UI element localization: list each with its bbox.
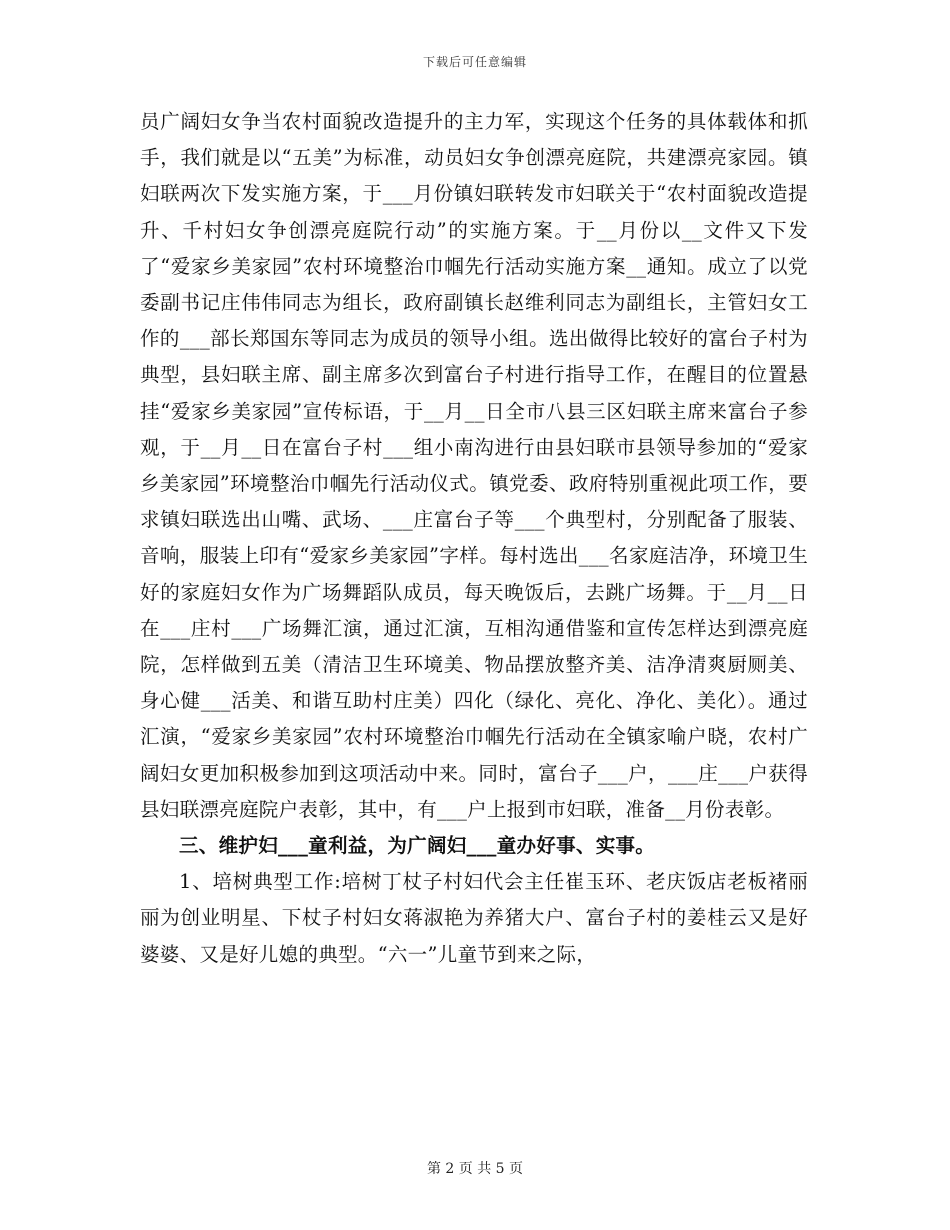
body-paragraph-1: 员广阔妇女争当农村面貌改造提升的主力军，实现这个任务的具体载体和抓手，我们就是以“五美”为标准，动员妇女争创漂亮庭院，共建漂亮家园。镇妇联两次下发实施方案，于___月份镇妇联转发市妇联关于“农村面貌改造提升、千村妇女争创漂亮庭院行动”的实施方案。于__月份以__文件又下发了“爱家乡美家园”农村环境整治巾帼先行活动实施方案__通知。成立了以党委副书记庄伟伟同志为组长，政府副镇长赵维利同志为副组长，主管妇女工作的___部长郑国东等同志为成员的领导小组。选出做得比较好的富台子村为典型，县妇联主席、副主席多次到富台子村进行指导工作，在醒目的位置悬挂“爱家乡美家园”宣传标语，于__月__日全市八县三区妇联主席来富台子参观，于__月__日在富台子村___组小南沟进行由县妇联市县领导参加的“爱家乡美家园”环境整治巾帼先行活动仪式。镇党委、政府特别重视此项工作，要求镇妇联选出山嘴、武场、___庄富台子等___个典型村，分别配备了服装、音响，服装上印有“爱家乡美家园”字样。每村选出___名家庭洁净，环境卫生好的家庭妇女作为广场舞蹈队成员，每天晚饭后，去跳广场舞。于__月__日在___庄村___广场舞汇演，通过汇演，互相沟通借鉴和宣传怎样达到漂亮庭院，怎样做到五美（清洁卫生环境美、物品摆放整齐美、洁净清爽厨厕美、身心健___活美、和谐互助村庄美）四化（绿化、亮化、净化、美化）。通过汇演，“爱家乡美家园”农村环境整治巾帼先行活动在全镇家喻户晓，农村广阔妇女更加积极参加到这项活动中来。同时，富台子___户，___庄___户获得县妇联漂亮庭院户表彰，其中，有___户上报到市妇联，准备__月份表彰。: [140, 110, 808, 821]
section-heading: 三、维护妇___童利益，为广阔妇___童办好事、实事。: [179, 834, 656, 858]
body-paragraph-2: 1、培树典型工作:培树丁杖子村妇代会主任崔玉环、老庆饭店老板褚丽丽为创业明星、下杖子村妇女蒋淑艳为养猪大户、富台子村的姜桂云又是好婆婆、又是好儿媳的典型。“六一”儿童节到来之际，: [140, 870, 808, 966]
document-body: [140, 104, 808, 973]
page-indicator: 第 2 页 共 5 页: [426, 1161, 524, 1177]
header-note: 下载后可任意编辑: [422, 55, 527, 69]
